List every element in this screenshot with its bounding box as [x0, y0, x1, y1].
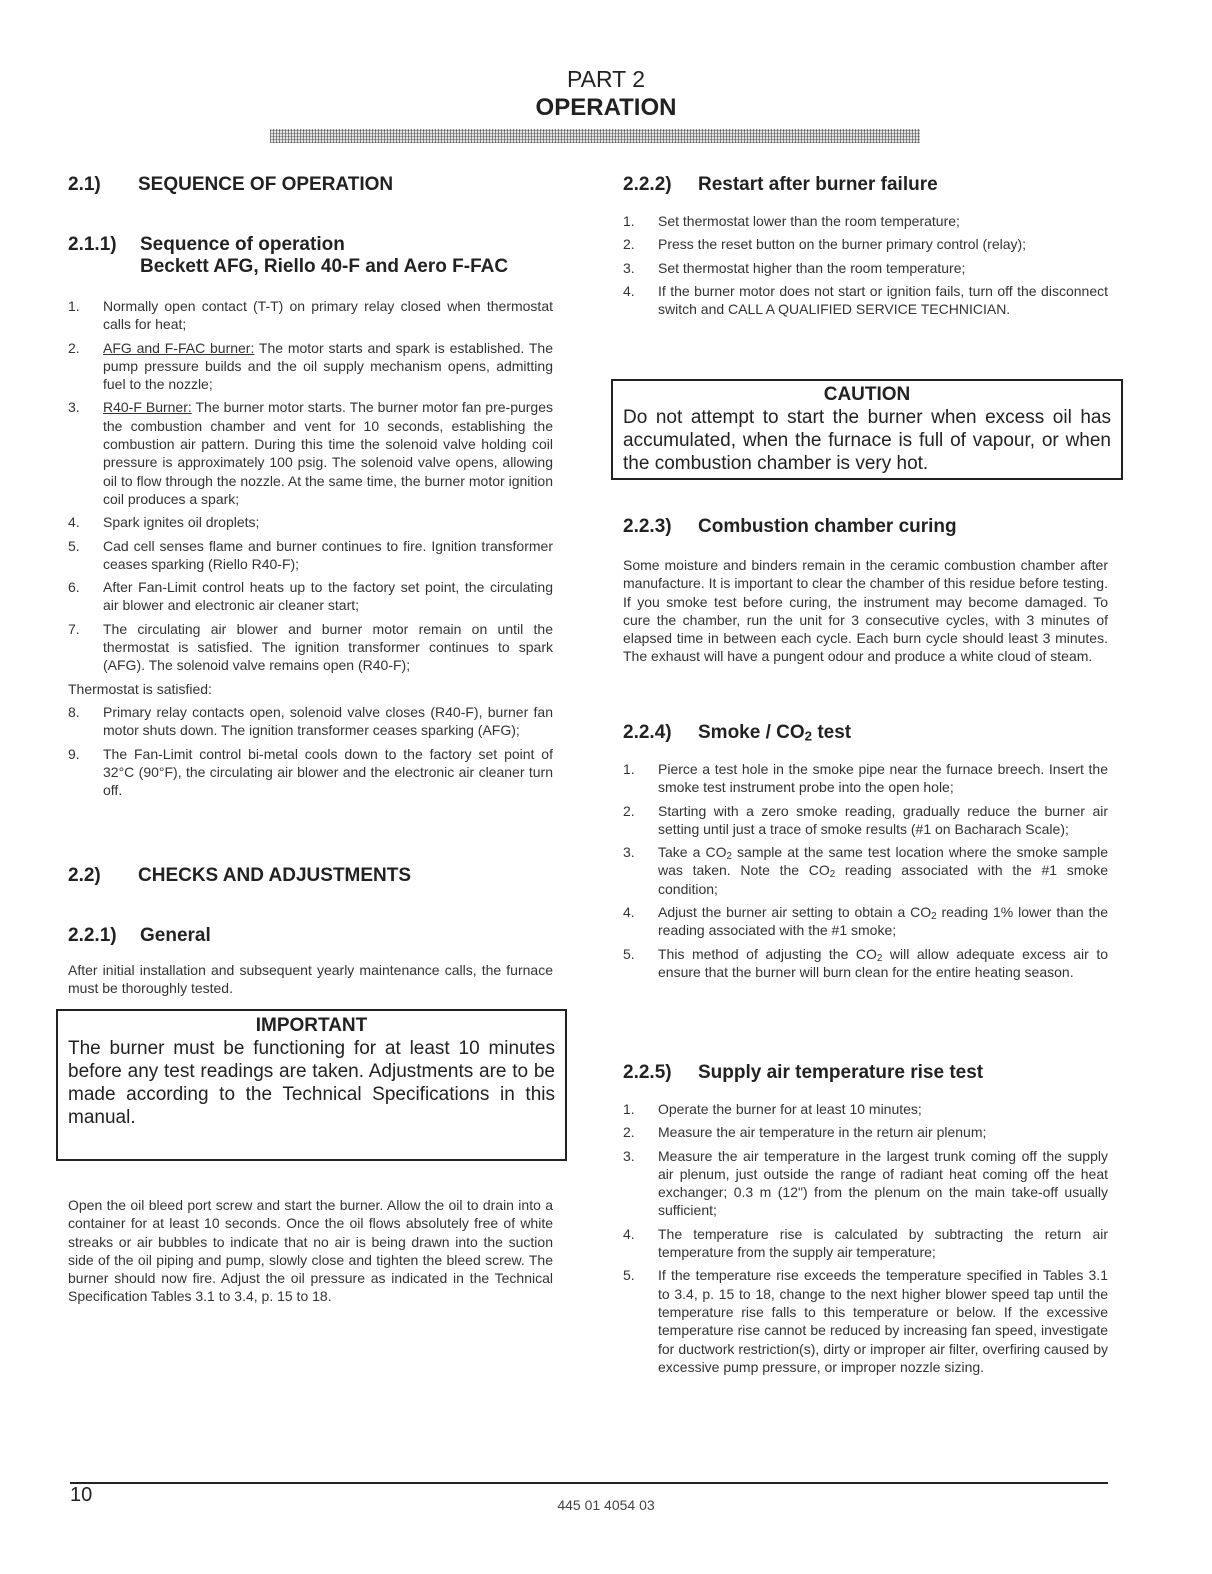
caution-title: CAUTION	[823, 384, 911, 405]
list-item: 2. AFG and F-FAC burner: The motor starts and spark is established. The pump pressure builds and the oil supply mechanism opens, admitting fuel to the nozzle;	[68, 339, 553, 393]
list-item: 4. Adjust the burner air setting to obtain a $CO_2$ reading 1% lower than the reading associated with the #1 smoke;	[623, 904, 1108, 939]
decorative-band	[270, 129, 920, 143]
bleed-text: Open the oil bleed port screw and start the burner. Allow the oil to drain into a container for at least 10 seconds. Once the oil flows absolutely free of white streaks or air bubbles to indicate that no air is being drawn into the suction side of the oil piping and pump, slowly close and tighten the bleed screw. The burner should now fire. Adjust the oil pressure as indicated in the Technical Specification Tables 3.1 to 3.4, p. 15 to 18.	[68, 1197, 553, 1305]
list-item: 7. The circulating air blower and burner motor remain on until the thermostat is satisfied. The ignition transformer continues to spark (AFG). The solenoid valve remains open (R40-F);	[68, 620, 553, 674]
section-2-1-heading	[68, 174, 553, 196]
smoke-co2-steps	[623, 760, 1108, 981]
section-2-2-4	[623, 722, 1108, 986]
list-item: 9. The Fan-Limit control bi-metal cools down to the factory set point of 32°C (90°F), the circulating air blower and the electronic air cleaner turn off.	[68, 745, 553, 799]
sequence-steps	[68, 297, 553, 675]
restart-steps	[623, 212, 1108, 318]
bleed-paragraph-block	[68, 1196, 553, 1306]
important-title: IMPORTANT	[255, 1015, 368, 1036]
list-item: 1. Set thermostat lower than the room temperature;	[623, 213, 960, 229]
part-label: PART 2	[567, 66, 645, 92]
section-title: SEQUENCE OF OPERATION	[138, 174, 394, 195]
list-item: 4. If the burner motor does not start or ignition fails, turn off the disconnect switch and CALL A QUALIFIED SERVICE TECHNICIAN.	[623, 282, 1108, 318]
list-item: 2. Measure the air temperature in the return air plenum;	[623, 1124, 987, 1141]
section-title-line1: Sequence of operation	[140, 234, 345, 255]
section-2-2-5	[623, 1062, 1108, 1381]
list-item: 2. Press the reset button on the burner primary control (relay);	[623, 236, 1027, 253]
list-item: 1. Pierce a test hole in the smoke pipe near the furnace breech. Insert the smoke test instrument probe into the open hole;	[623, 761, 1108, 796]
list-item: 3. Set thermostat higher than the room temperature;	[623, 259, 966, 276]
section-2-2-3	[623, 516, 1108, 666]
list-item: 4. The temperature rise is calculated by subtracting the return air temperature from the supply air temperature;	[623, 1225, 1108, 1261]
section-2-2	[68, 865, 553, 887]
section-title-line2: Beckett AFG, Riello 40-F and Aero F-FAC	[140, 256, 509, 277]
page-number: 10	[70, 1484, 93, 1506]
caution-text: Do not attempt to start the burner when excess oil has accumulated, when the furnace is full of vapour, or when the combustion chamber is very hot.	[623, 407, 1111, 474]
thermostat-satisfied-label: Thermostat is satisfied:	[68, 680, 212, 697]
sequence-list-block	[68, 297, 553, 804]
list-item: 4. Spark ignites oil droplets;	[68, 514, 260, 531]
curing-text: Some moisture and binders remain in the ceramic combustion chamber after manufacture. It is important to clear the chamber of this residue before testing. If you smoke test before curing, the instrument may become damaged. To cure the chamber, run the unit for 3 consecutive cycles, with 3 minutes of elapsed time in between each cycle. Each burn cycle should least 3 minutes. The exhaust will have a pungent odour and produce a white cloud of steam.	[623, 557, 1108, 665]
list-item: 3. Measure the air temperature in the largest trunk coming off the supply air plenum, just outside the range of radiant heat coming off the heat exchanger; 0.3 m (12") from the plenum on the main take-off usually sufficient;	[623, 1147, 1108, 1219]
list-item: 3. Take a $CO_2$ sample at the same test location where the smoke sample was taken. Note the $CO_2$ reading associated with the #1 smoke condition;	[623, 844, 1108, 897]
section-2-2-1-heading: 2.2.1) General	[68, 925, 211, 946]
section-number: 2.1)	[68, 174, 101, 195]
list-item: 5. This method of adjusting the $CO_2$ will allow adequate excess air to ensure that the burner will burn clean for the entire heating season.	[623, 945, 1108, 980]
list-item: 3. R40-F Burner: The burner motor starts. The burner motor fan pre-purges the combustion chamber and vent for 10 seconds, establishing the combustion air pattern. During this time the solenoid valve holding coil pressure is approximately 100 psig. The solenoid valve opens, allowing oil to flow through the nozzle. At the same time, the burner motor ignition coil produces a spark;	[68, 399, 553, 507]
section-2-2-heading: 2.2) CHECKS AND ADJUSTMENTS	[68, 865, 412, 886]
general-text: After initial installation and subsequent yearly maintenance calls, the furnace must be thoroughly tested.	[68, 962, 553, 997]
section-2-1-1-heading	[68, 234, 553, 278]
section-2-1	[68, 174, 553, 196]
temperature-rise-steps	[623, 1100, 1108, 1376]
document-number: 445 01 4054 03	[557, 1497, 655, 1513]
sequence-steps-continued	[68, 703, 553, 799]
caution-box	[611, 379, 1123, 480]
list-item: 6. After Fan-Limit control heats up to the factory set point, the circulating air blower and electronic air cleaner start;	[68, 579, 553, 614]
list-item: 1. Normally open contact (T-T) on primary relay closed when thermostat calls for heat;	[68, 298, 553, 333]
section-number: 2.1.1)	[68, 234, 117, 255]
section-2-2-2-heading: 2.2.2) Restart after burner failure	[623, 174, 938, 195]
important-box	[56, 1009, 567, 1161]
section-2-1-1	[68, 234, 553, 278]
section-2-2-1	[68, 925, 553, 998]
footer-rule	[70, 1482, 1108, 1484]
list-item: 5. If the temperature rise exceeds the temperature specified in Tables 3.1 to 3.4, p. 15 to 18, change to the next higher blower speed tap until the temperature rise falls to this temperature or below. If the excessive temperature rise cannot be reduced by increasing fan speed, investigate for ductwork restriction(s), dirty or improper air filter, overfiring caused by excessive pump pressure, or improper nozzle sizing.	[623, 1267, 1108, 1375]
important-text: The burner must be functioning for at least 10 minutes before any test readings are taken. Adjustments are to be made according to the Technical Specifications in this manual.	[68, 1038, 555, 1128]
list-item: 1. Operate the burner for at least 10 minutes;	[623, 1101, 922, 1117]
list-item: 2. Starting with a zero smoke reading, gradually reduce the burner air setting until just a trace of smoke results (#1 on Bacharach Scale);	[623, 802, 1108, 837]
list-item: 5. Cad cell senses flame and burner continues to fire. Ignition transformer ceases sparking (Riello R40-F);	[68, 537, 553, 572]
page-title: OPERATION	[535, 94, 677, 121]
section-2-2-4-heading: 2.2.4) Smoke / $CO_2$ test	[623, 722, 852, 744]
section-2-2-3-heading: 2.2.3) Combustion chamber curing	[623, 516, 957, 537]
section-2-2-2	[623, 174, 1108, 323]
section-2-2-5-heading: 2.2.5) Supply air temperature rise test	[623, 1062, 984, 1083]
list-item: 8. Primary relay contacts open, solenoid valve closes (R40-F), burner fan motor shuts down. The ignition transformer ceases sparking (AFG);	[68, 703, 553, 739]
